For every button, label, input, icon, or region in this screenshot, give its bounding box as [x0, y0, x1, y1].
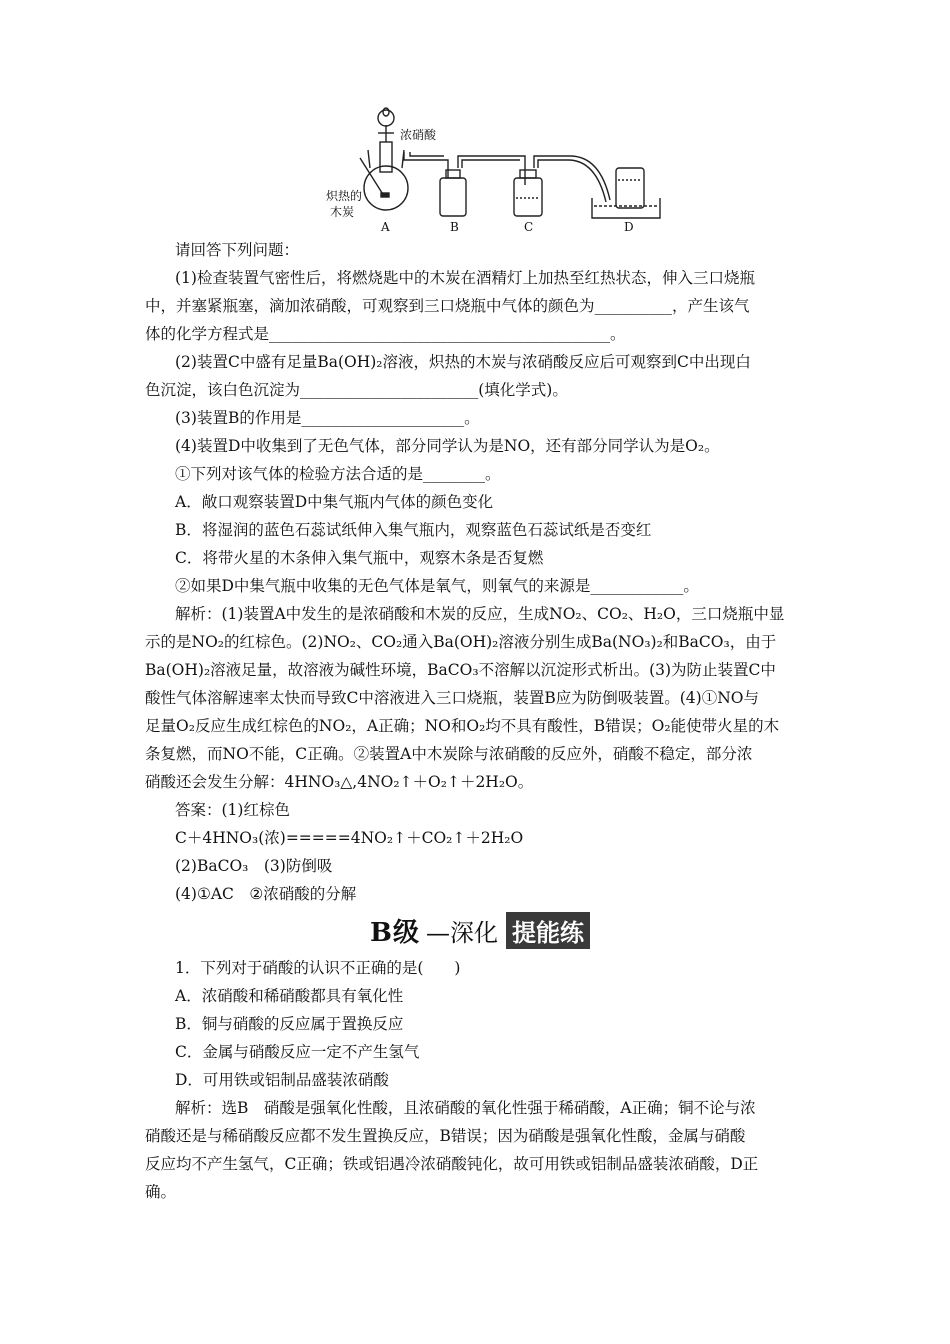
- text-line: Ba(OH)₂溶液足量，故溶液为碱性环境，BaCO₃不溶解以沉淀形式析出。(3)为防止装置C中: [145, 661, 776, 679]
- text-line: 反应均不产生氢气，C正确；铁或铝遇冷浓硝酸钝化，故可用铁或铝制品盛装浓硝酸，D正: [145, 1155, 759, 1173]
- option-d: D．可用铁或铝制品盛装浓硝酸: [175, 1071, 389, 1089]
- text-line: 体的化学方程式是____________________________________________。: [145, 325, 626, 343]
- text-line: C．将带火星的木条伸入集气瓶中，观察木条是否复燃: [175, 549, 544, 567]
- text-line: 答案：(1)红棕色: [175, 801, 290, 819]
- text-line: 色沉淀，该白色沉淀为_______________________(填化学式)。: [145, 381, 568, 399]
- question-stem: 1．下列对于硝酸的认识不正确的是( ): [175, 959, 461, 977]
- banner-dash-text: —深化: [425, 918, 498, 947]
- text-line: 条复燃，而NO不能，C正确。②装置A中木炭除与浓硝酸的反应外，硝酸不稳定，部分浓: [145, 745, 753, 763]
- apparatus-diagram: [0, 0, 950, 240]
- text-line: (2)BaCO₃ (3)防倒吸: [175, 857, 333, 875]
- text-line: ①下列对该气体的检验方法合适的是________。: [175, 465, 501, 483]
- text-line: 酸性气体溶解速率太快而导致C中溶液进入三口烧瓶，装置B应为防倒吸装置。(4)①NO与: [145, 689, 759, 707]
- text-line: (4)①AC ②浓硝酸的分解: [175, 885, 357, 903]
- text-line: 硝酸还是与稀硝酸反应都不发生置换反应，B错误；因为硝酸是强氧化性酸，金属与硝酸: [145, 1127, 746, 1145]
- option-c: C．金属与硝酸反应一定不产生氢气: [175, 1043, 420, 1061]
- text-line: 硝酸还会发生分解：4HNO₃△,4NO₂↑＋O₂↑＋2H₂O。: [145, 773, 534, 791]
- text-line: 足量O₂反应生成红棕色的NO₂，A正确；NO和O₂均不具有酸性，B错误；O₂能使带火星的木: [145, 717, 780, 735]
- text-line: ②如果D中集气瓶中收集的无色气体是氧气，则氧气的来源是____________。: [175, 577, 699, 595]
- text-line: A．敞口观察装置D中集气瓶内气体的颜色变化: [175, 493, 494, 511]
- text-line: 解析：(1)装置A中发生的是浓硝酸和木炭的反应，生成NO₂、CO₂、H₂O，三口烧瓶中显: [175, 605, 785, 623]
- text-line: (4)装置D中收集到了无色气体，部分同学认为是NO，还有部分同学认为是O₂。: [175, 437, 720, 455]
- label-b: B: [450, 220, 459, 234]
- text-line: 中，并塞紧瓶塞，滴加浓硝酸，可观察到三口烧瓶中气体的颜色为__________，产生该气: [145, 297, 750, 315]
- label-c: C: [524, 220, 534, 234]
- section-banner: [370, 912, 590, 948]
- banner-level: B级: [370, 917, 420, 948]
- text-line: 请回答下列问题：: [175, 241, 300, 259]
- option-b: B．铜与硝酸的反应属于置换反应: [175, 1015, 404, 1033]
- label-a: A: [381, 220, 390, 234]
- text-line: C＋4HNO₃(浓)=====4NO₂↑＋CO₂↑＋2H₂O: [175, 829, 524, 847]
- text-line: (1)检查装置气密性后，将燃烧匙中的木炭在酒精灯上加热至红热状态，伸入三口烧瓶: [175, 269, 755, 287]
- text-line: 确。: [145, 1183, 177, 1201]
- text-line: 解析：选B 硝酸是强氧化性酸，且浓硝酸的氧化性强于稀硝酸，A正确；铜不论与浓: [175, 1099, 756, 1117]
- label-charcoal-1: 炽热的: [326, 189, 363, 203]
- label-charcoal-2: 木炭: [330, 205, 355, 219]
- banner-highlight: 提能练: [506, 912, 590, 949]
- text-line: 示的是NO₂的红棕色。(2)NO₂、CO₂通入Ba(OH)₂溶液分别生成Ba(NO₃)₂和BaCO₃，由于: [145, 633, 777, 651]
- option-a: A．浓硝酸和稀硝酸都具有氧化性: [175, 987, 404, 1005]
- label-d: D: [624, 220, 634, 234]
- text-line: (2)装置C中盛有足量Ba(OH)₂溶液，炽热的木炭与浓硝酸反应后可观察到C中出现白: [175, 353, 751, 371]
- text-line: B．将湿润的蓝色石蕊试纸伸入集气瓶内，观察蓝色石蕊试纸是否变红: [175, 521, 652, 539]
- label-nitric-acid: 浓硝酸: [400, 128, 437, 142]
- text-line: (3)装置B的作用是_____________________。: [175, 409, 480, 427]
